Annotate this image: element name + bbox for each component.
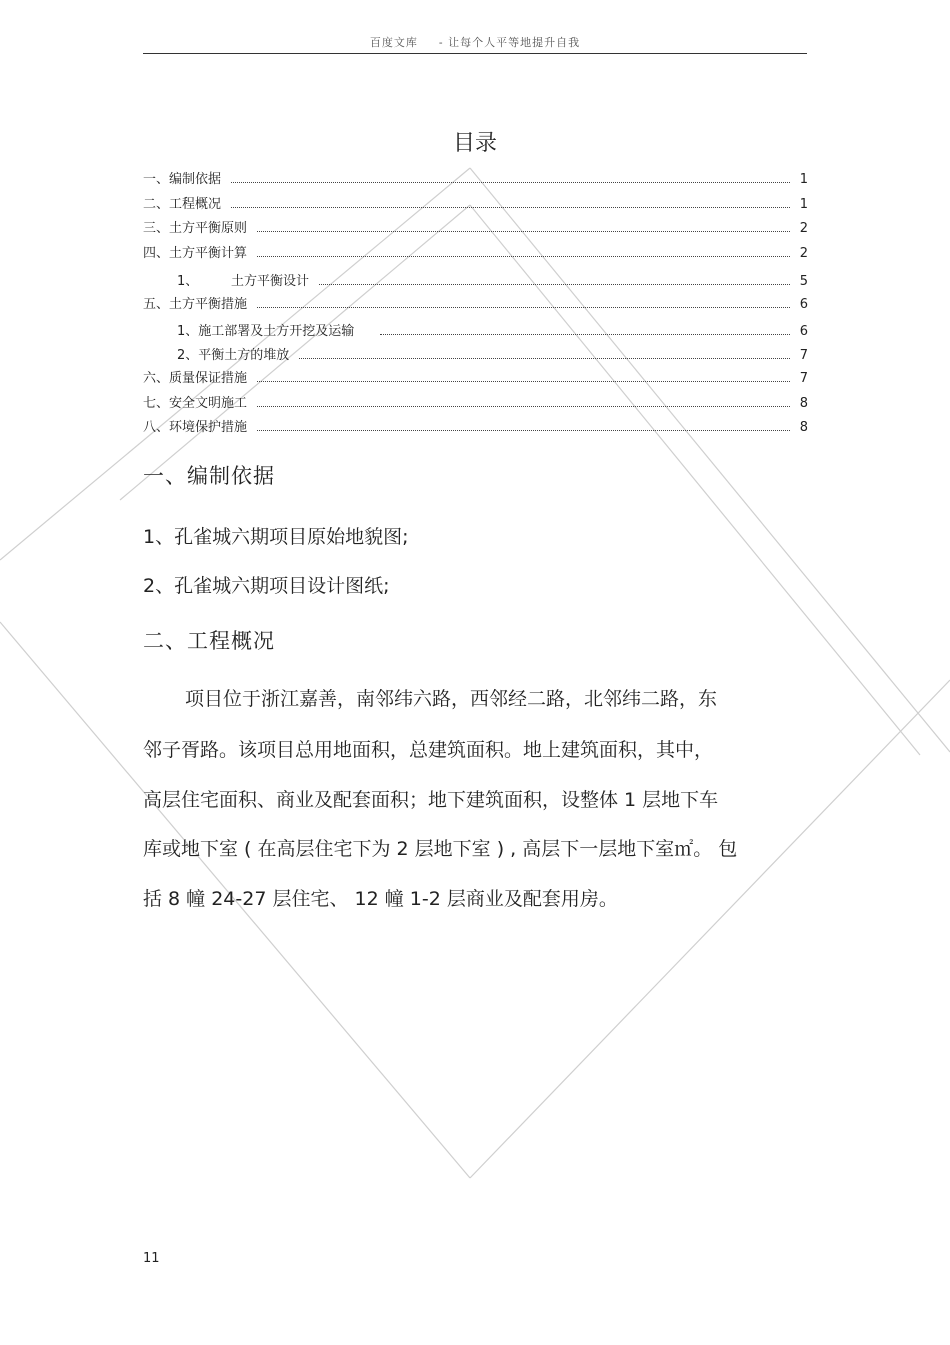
toc-entry-page: 5 — [799, 274, 808, 289]
toc-entry-label — [143, 270, 309, 289]
toc-entry[interactable] — [143, 169, 808, 187]
toc-entry-page: 6 — [799, 297, 808, 312]
toc-entry-page: 7 — [799, 348, 808, 363]
toc-entry-page: 2 — [799, 246, 808, 261]
toc-entry[interactable] — [143, 393, 808, 411]
toc-entry-number: 1、 — [177, 274, 199, 289]
section-heading-overview: 二、工程概况 — [143, 629, 275, 653]
toc-entry[interactable] — [143, 218, 808, 236]
toc-entry-page: 2 — [799, 221, 808, 236]
toc-entry-label: 2、平衡土方的堆放 — [177, 348, 290, 363]
toc-entry-text: 土方平衡设计 — [231, 274, 310, 289]
overview-line: 高层住宅面积、商业及配套面积；地下建筑面积，设整体 1 层地下车 — [143, 789, 719, 811]
toc-entry-page: 8 — [799, 420, 808, 435]
overview-line: 项目位于浙江嘉善，南邻纬六路，西邻经二路，北邻纬二路，东 — [185, 688, 718, 710]
basis-item: 1、孔雀城六期项目原始地貌图; — [143, 526, 409, 548]
toc-dot-leader — [257, 405, 790, 407]
toc-entry-page: 7 — [799, 371, 808, 386]
toc-entry-page: 8 — [799, 396, 808, 411]
overview-line: 括 8 幢 24-27 层住宅、 12 幢 1-2 层商业及配套用房。 — [143, 888, 618, 910]
toc-dot-leader — [257, 306, 790, 308]
toc-entry-page: 1 — [799, 172, 808, 187]
toc-entry[interactable] — [143, 294, 808, 312]
header-slogan: - 让每个人平等地提升自我 — [438, 36, 581, 49]
toc-title: 目录 — [452, 131, 497, 156]
toc-entry-label: 1、施工部署及土方开挖及运输 — [177, 324, 355, 339]
toc-entry[interactable] — [143, 194, 808, 212]
toc-dot-leader — [257, 380, 790, 382]
basis-item: 2、孔雀城六期项目设计图纸; — [143, 575, 390, 597]
toc-entry[interactable] — [143, 243, 808, 261]
toc-dot-leader — [299, 357, 790, 359]
toc-dot-leader — [380, 333, 790, 335]
toc-entry-label: 一、编制依据 — [143, 172, 222, 187]
page-number: 11 — [143, 1251, 160, 1266]
toc-entry-label: 二、工程概况 — [143, 197, 222, 212]
overview-line: 库或地下室 ( 在高层住宅下为 2 层地下室 ) , 高层下一层地下室㎡。 包 — [143, 838, 738, 860]
toc-dot-leader — [231, 181, 790, 183]
toc-entry-label: 六、质量保证措施 — [143, 371, 248, 386]
toc-entry-label: 八、环境保护措施 — [143, 420, 248, 435]
toc-entry[interactable] — [143, 271, 808, 289]
header-divider — [143, 53, 807, 54]
overview-line: 邻子胥路。该项目总用地面积，总建筑面积。地上建筑面积，其中， — [143, 739, 714, 761]
header-site: 百度文库 — [369, 36, 418, 49]
toc-dot-leader — [257, 429, 790, 431]
toc-dot-leader — [319, 283, 790, 285]
toc-entry-label: 五、土方平衡措施 — [143, 297, 248, 312]
section-heading-basis: 一、编制依据 — [143, 464, 275, 488]
toc-dot-leader — [257, 230, 790, 232]
toc-entry[interactable] — [143, 417, 808, 435]
page-header — [0, 34, 950, 50]
toc-entry[interactable] — [143, 368, 808, 386]
toc-entry[interactable] — [143, 321, 808, 339]
toc-entry-page: 1 — [799, 197, 808, 212]
toc-dot-leader — [257, 255, 790, 257]
toc-dot-leader — [231, 206, 790, 208]
toc-entry[interactable] — [143, 345, 808, 363]
toc-entry-label: 七、安全文明施工 — [143, 396, 248, 411]
toc-entry-page: 6 — [799, 324, 808, 339]
toc-entry-label: 四、土方平衡计算 — [143, 246, 248, 261]
toc-entry-label: 三、土方平衡原则 — [143, 221, 248, 236]
